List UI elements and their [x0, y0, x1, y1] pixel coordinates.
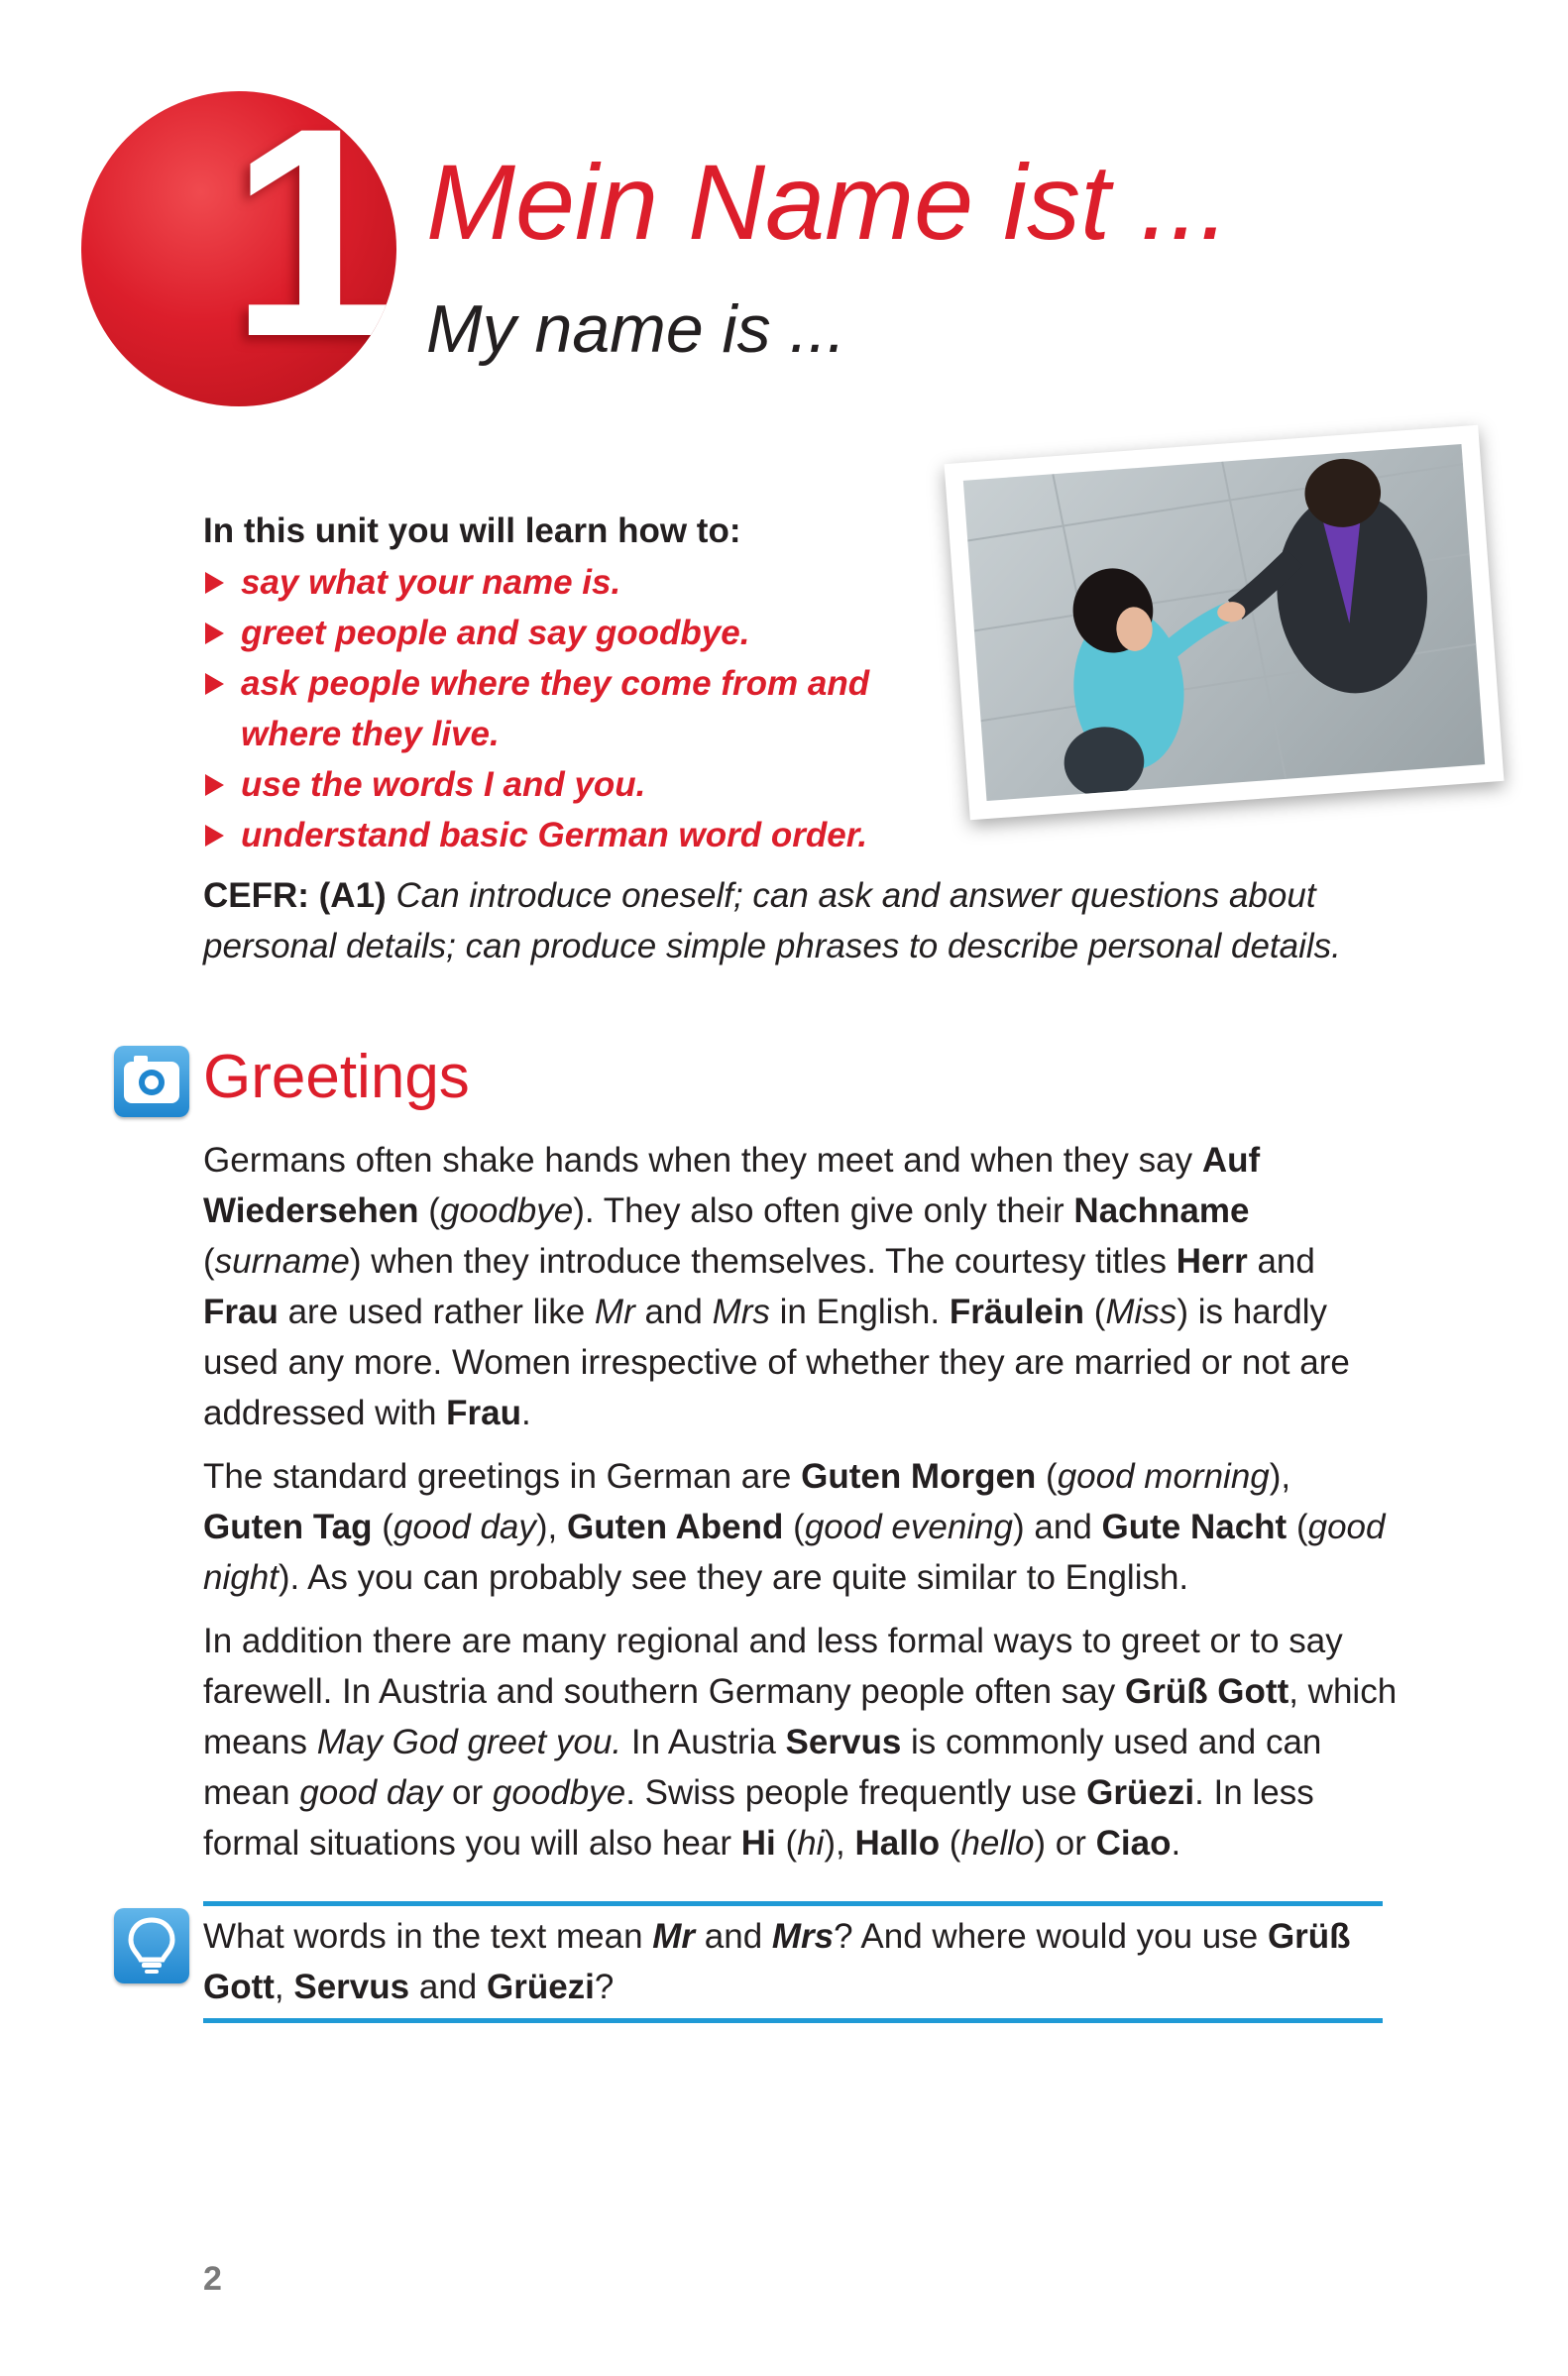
text-run: ) or [1034, 1824, 1096, 1863]
bold-term: Frau [446, 1394, 521, 1432]
handshake-illustration [963, 444, 1485, 801]
bold-term: Hi [740, 1824, 776, 1863]
bold-term: Guten Tag [203, 1508, 373, 1546]
section-title: Greetings [203, 1043, 470, 1111]
text-run: , which means [203, 1672, 1398, 1761]
bold-term: Grüezi [486, 1968, 595, 2006]
italic-term: hello [960, 1824, 1035, 1863]
text-run: In Austria [621, 1723, 786, 1761]
handshake-photo [945, 425, 1505, 821]
italic-term: good evening [804, 1508, 1014, 1546]
question-bottom-rule [203, 2018, 1383, 2023]
bullet-arrow-icon [205, 572, 224, 594]
unit-number: 1 [230, 91, 395, 398]
bold-term: Ciao [1095, 1824, 1172, 1863]
text-run: , [274, 1968, 294, 2006]
text-run: ), [535, 1508, 567, 1546]
unit-number-badge [81, 91, 396, 406]
lightbulb-icon [114, 1908, 189, 1983]
text-run: ( [1083, 1293, 1106, 1331]
text-run: and [409, 1968, 487, 2006]
bold-term: Grüezi [1086, 1773, 1195, 1812]
italic-term: good day [299, 1773, 443, 1812]
bold-italic-term: Mr [652, 1917, 696, 1956]
cefr-label: CEFR: (A1) [203, 876, 387, 915]
italic-term: good day [392, 1508, 536, 1546]
italic-term: Mrs [712, 1293, 770, 1331]
text-run: In addition there are many regional and less formal ways to greet or to say farewell. In Austria and southern Germany people often say [203, 1622, 1343, 1711]
cefr-statement [203, 870, 1393, 971]
text-run: ( [1287, 1508, 1308, 1546]
bold-term: Fräulein [949, 1293, 1084, 1331]
bullet-arrow-icon [205, 673, 224, 695]
text-run: ). They also often give only their [573, 1191, 1074, 1230]
bullet-arrow-icon [205, 825, 224, 847]
lightbulb-icon-graphic [114, 1908, 189, 1983]
italic-term: good morning [1057, 1457, 1270, 1496]
page-number: 2 [203, 2260, 222, 2298]
objectives-list [203, 557, 956, 860]
objective-text: use the words I and you. [241, 765, 646, 804]
text-run: ) is hardly used any more. Women irrespective of whether they are married or not are addressed with [203, 1293, 1350, 1432]
italic-term: goodbye [439, 1191, 574, 1230]
camera-icon-graphic [114, 1046, 189, 1117]
question-top-rule [203, 1901, 1383, 1906]
bullet-arrow-icon [205, 774, 224, 796]
objectives-heading: In this unit you will learn how to: [203, 511, 741, 550]
bullet-arrow-icon [205, 622, 224, 644]
text-run: or [442, 1773, 493, 1812]
objective-text: greet people and say goodbye. [241, 614, 750, 652]
bold-term: Grüß Gott [1124, 1672, 1289, 1711]
text-run: ). As you can probably see they are quite similar to English. [278, 1558, 1189, 1597]
text-run: ( [783, 1508, 805, 1546]
bold-italic-term: Mrs [771, 1917, 835, 1956]
text-run: ? [594, 1968, 615, 2006]
objective-item [203, 810, 956, 860]
italic-term: goodbye [492, 1773, 626, 1812]
text-run: in English. [769, 1293, 950, 1331]
bold-term: Servus [785, 1723, 902, 1761]
bold-term: Gute Nacht [1101, 1508, 1288, 1546]
text-run: ( [418, 1191, 440, 1230]
objective-text: ask people where they come from and where they live. [241, 664, 870, 753]
bold-term: Hallo [854, 1824, 941, 1863]
text-run: ( [372, 1508, 393, 1546]
bold-term: Guten Abend [567, 1508, 784, 1546]
bold-term: Grüß Gott [203, 1917, 1351, 2006]
italic-term: surname [214, 1242, 350, 1281]
text-run: ) and [1013, 1508, 1102, 1546]
text-run: . [1171, 1824, 1181, 1863]
text-run: ( [203, 1242, 215, 1281]
text-run: What words in the text mean [203, 1917, 653, 1956]
text-run: and [634, 1293, 713, 1331]
text-run: ? And where would you use [834, 1917, 1268, 1956]
text-run: Germans often shake hands when they meet and when they say [203, 1141, 1202, 1180]
text-run: ( [1036, 1457, 1058, 1496]
bold-term: Auf Wiedersehen [203, 1141, 1261, 1230]
unit-title-english: My name is ... [426, 291, 846, 367]
text-run: ( [940, 1824, 961, 1863]
text-run: ( [775, 1824, 798, 1863]
text-run: and [1247, 1242, 1315, 1281]
italic-term: May God greet you. [316, 1723, 622, 1761]
italic-term: hi [797, 1824, 825, 1863]
text-run: The standard greetings in German are [203, 1457, 802, 1496]
objective-item [203, 608, 956, 658]
objective-text: say what your name is. [241, 563, 621, 602]
text-run: . Swiss people frequently use [625, 1773, 1087, 1812]
text-run: . In less formal situations you will also hear [203, 1773, 1314, 1863]
bold-term: Herr [1176, 1242, 1248, 1281]
bold-term: Servus [293, 1968, 410, 2006]
bold-term: Guten Morgen [801, 1457, 1037, 1496]
text-run: is commonly used and can mean [203, 1723, 1322, 1812]
text-run: ), [1269, 1457, 1291, 1496]
italic-term: Miss [1105, 1293, 1177, 1331]
text-run: . [521, 1394, 531, 1432]
photo-image [963, 444, 1485, 801]
text-run: ) when they introduce themselves. The courtesy titles [349, 1242, 1176, 1281]
bold-term: Nachname [1073, 1191, 1250, 1230]
text-run: and [695, 1917, 772, 1956]
text-run: are used rather like [278, 1293, 595, 1331]
bold-term: Frau [203, 1293, 279, 1331]
objective-item [203, 557, 956, 608]
camera-icon [114, 1046, 189, 1117]
question-text [203, 1911, 1383, 2012]
text-run: ), [824, 1824, 855, 1863]
italic-term: Mr [594, 1293, 635, 1331]
greetings-body [203, 1135, 1398, 1881]
objective-item [203, 759, 956, 810]
cefr-text: Can introduce oneself; can ask and answer questions about personal details; can produce simple phrases to describe personal details. [203, 876, 1341, 965]
unit-title-german: Mein Name ist ... [426, 142, 1230, 262]
objective-item [203, 658, 956, 759]
body-paragraph [203, 1135, 1398, 1438]
body-paragraph [203, 1451, 1398, 1603]
body-paragraph [203, 1616, 1398, 1868]
italic-term: good night [203, 1508, 1386, 1597]
objective-text: understand basic German word order. [241, 816, 868, 854]
